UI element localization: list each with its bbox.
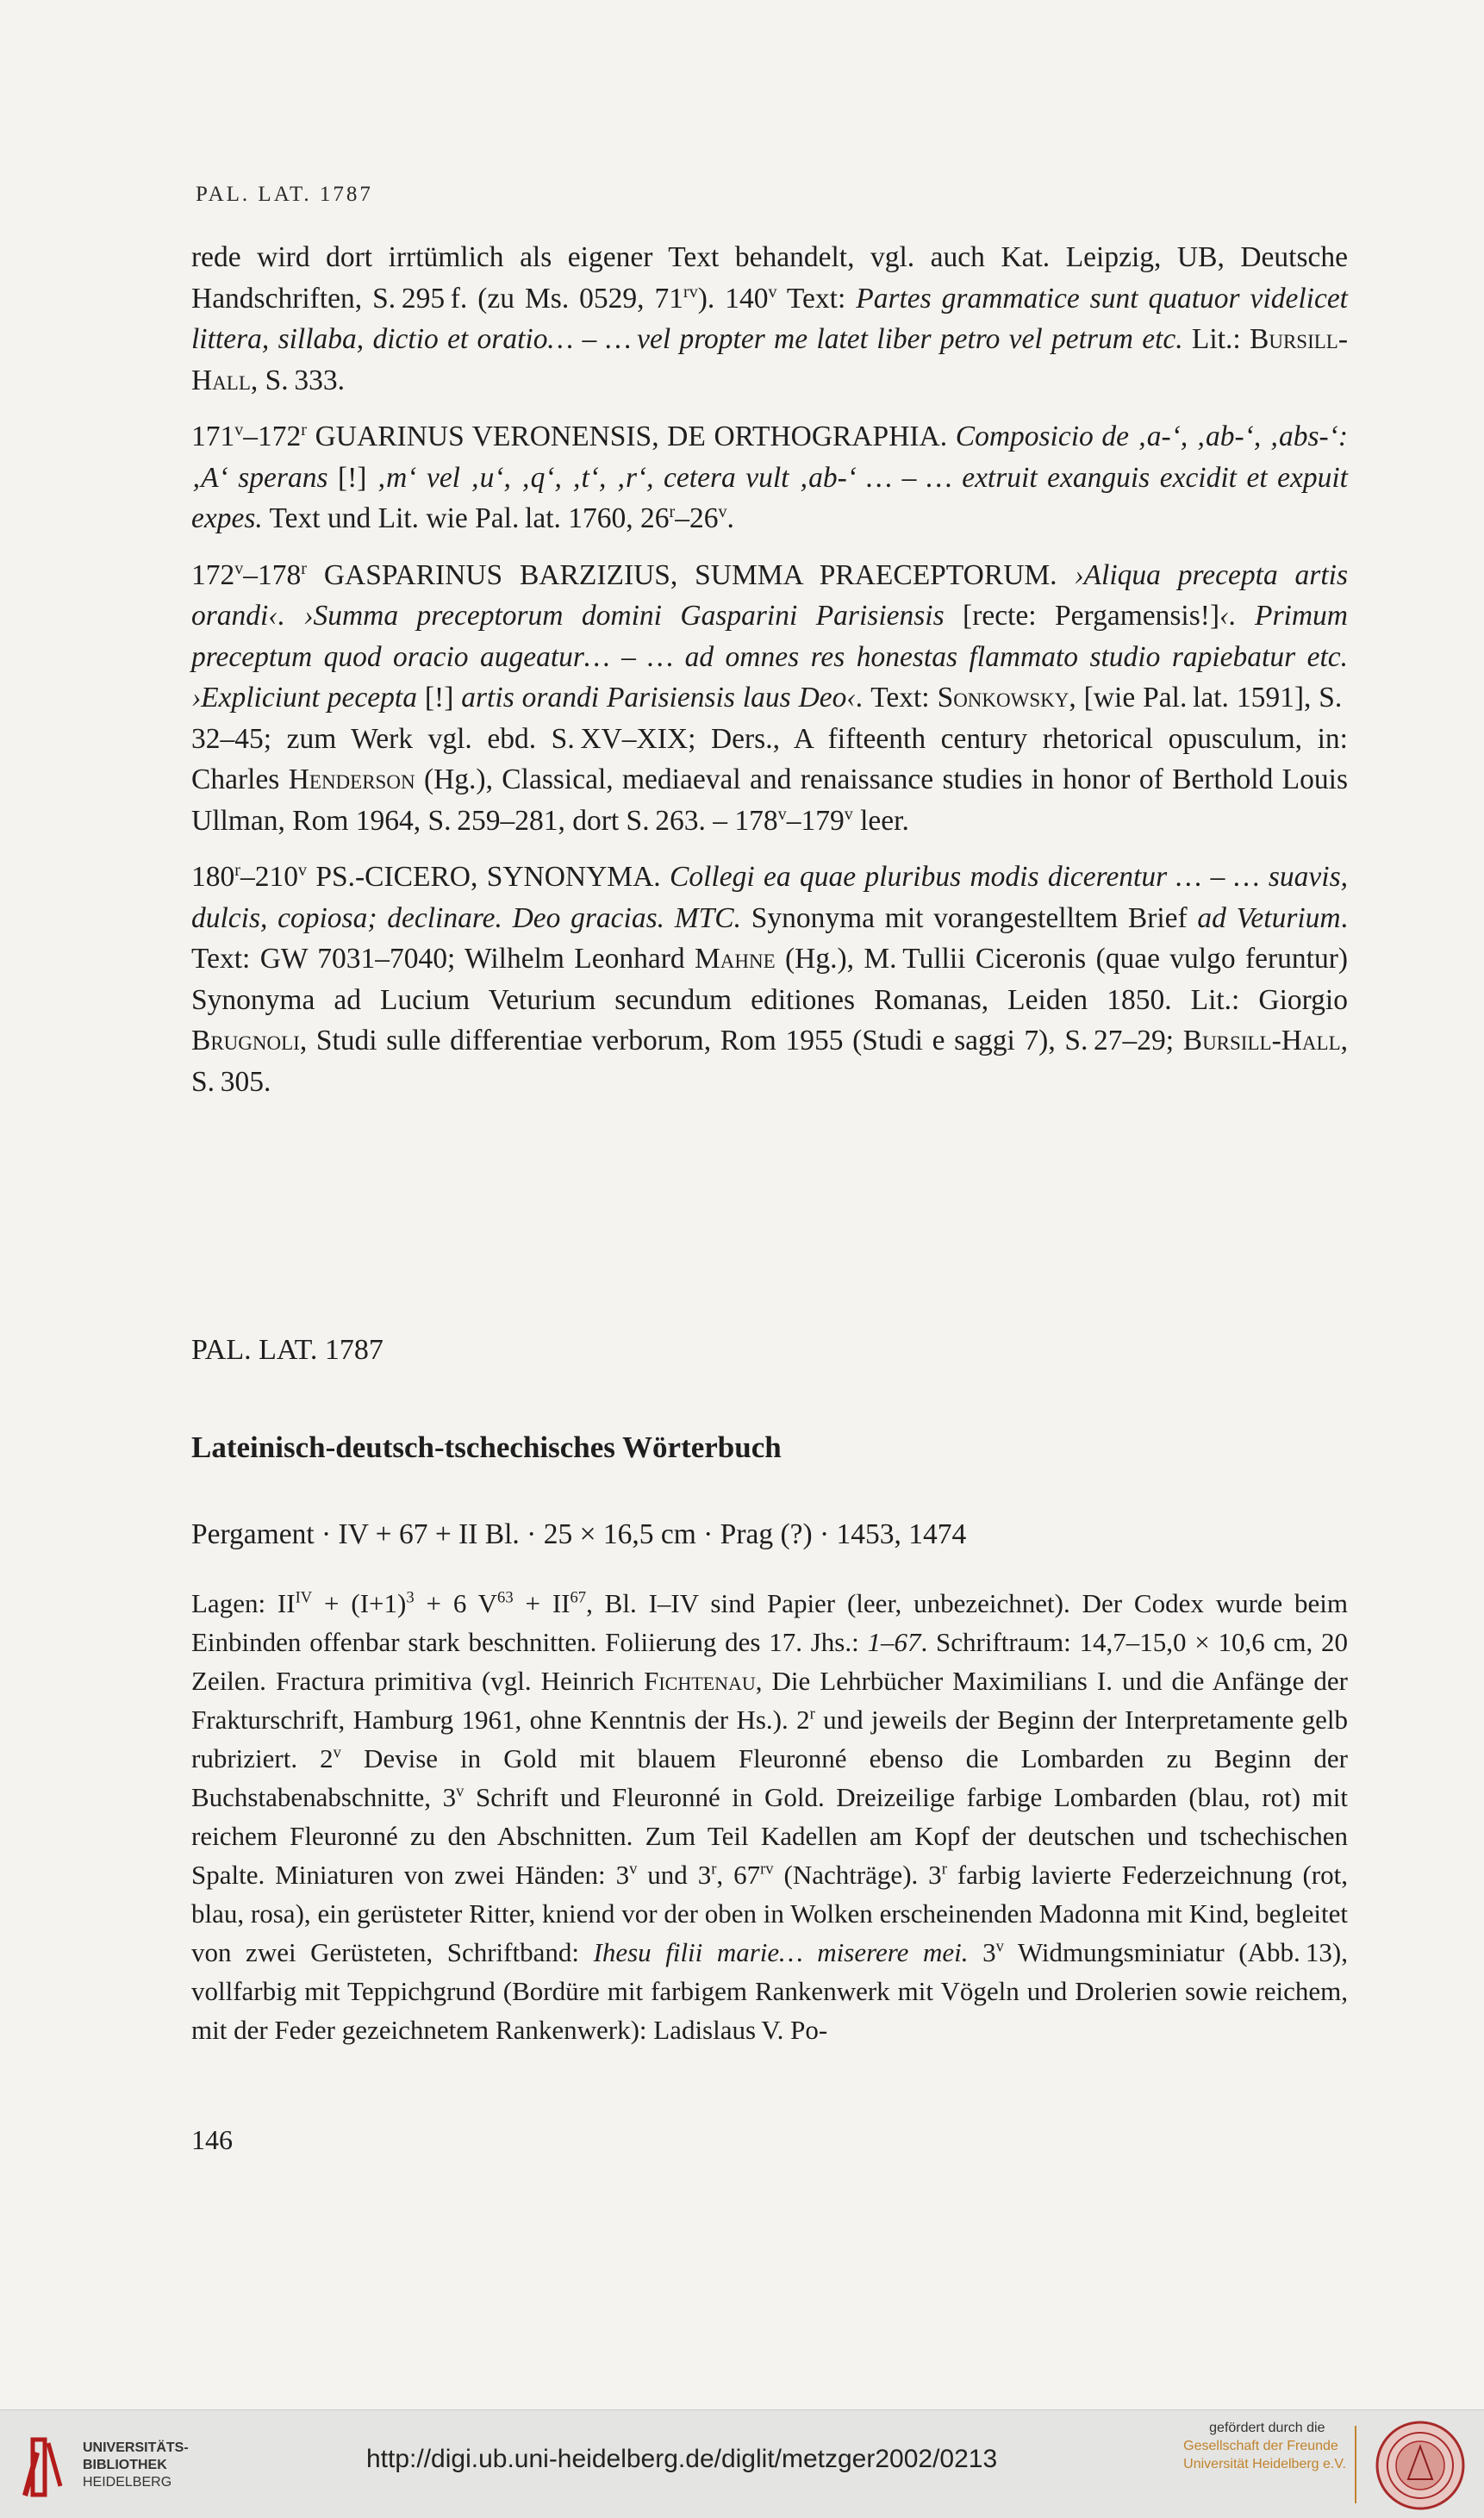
- library-logo-icon: [16, 2434, 71, 2500]
- university-seal-icon: [1374, 2419, 1467, 2512]
- page-number: 146: [191, 2124, 233, 2155]
- paragraph-guarinus: 171$^v$–172$^r$ GUARINUS VERONENSIS, DE ORTHOGRAPHIA. Composicio de ‚a-‘, ‚ab-‘, ‚abs-‘: ‚A‘ sperans [!] ‚m‘ vel ‚u‘, ‚q‘, ‚t‘, ‚r‘, cetera vult ‚ab-‘ … – … extruit exanguis excidit et expuit expes. Text und Lit. wie Pal. lat. 1760, 26$^r$–26$^v$.: [191, 420, 1348, 534]
- sponsor-divider: [1355, 2426, 1356, 2503]
- paragraph-continuation: rede wird dort irrtümlich als eigener Text behandelt, vgl. auch Kat. Leipzig, UB, Deutsche Handschriften, S. 295 f. (zu Ms. 0529, $71^{rv}$). 140$^v$ Text: Partes grammatice sunt quatuor videlicet littera, sillaba, dictio et oratio… – … vel propter me latet liber petro vel petrum etc. Lit.: Bursill-Hall, S. 333.: [191, 241, 1349, 396]
- paragraph-barzizius: 172$^v$–178$^r$ GASPARINUS BARZIZIUS, SUMMA PRAECEPTORUM. ›Aliqua precepta artis orandi‹. ›Summa preceptorum domini Gasparini Parisiensis [recte: Pergamensis!]‹. Primum preceptum quod oracio augeatur… – … ad omnes res honestas flammato studio rapiebatur etc. ›Expliciunt pecepta [!] artis orandi Parisiensis laus Deo‹. Text: Sonkowsky, [wie Pal. lat. 1591], S. 32–45; zum Werk vgl. ebd. S. XV–XIX; Ders., A fifteenth century rhetorical opusculum, in: Charles Henderson (Hg.), Classical, mediaeval and renaissance studies in honor of Berthold Louis Ullman, Rom 1964, S. 259–281, dort S. 263. – 178$^v$–179$^v$ leer.: [191, 558, 1348, 837]
- codicological-description: Lagen: $II^{IV} + (I+1)^3 + 6$ $V^{63} + II^{67}$, Bl. I–IV sind Papier (leer, unbezeichnet). Der Codex wurde beim Einbinden offenbar stark beschnitten. Foliierung des 17. Jhs.: 1–67. Schriftraum: 14,7–15,0 × 10,6 cm, 20 Zeilen. Fractura primitiva (vgl. Heinrich Fichtenau, Die Lehrbücher Maximilians I. und die Anfänge der Frakturschrift, Hamburg 1961, ohne Kenntnis der Hs.). 2$^r$ und jeweils der Beginn der Interpretamente gelb rubriziert. 2$^v$ Devise in Gold mit blauem Fleuronné ebenso die Lombarden zu Beginn der Buchstabenabschnitte, 3$^v$ Schrift und Fleuronné in Gold. Dreizeilige farbige Lombarden (blau, rot) mit reichem Fleuronné zu den Abschnitten. Zum Teil Kadellen am Kopf der deutschen und tschechischen Spalte. Miniaturen von zwei Händen: 3$^v$ und 3$^r$, $67^{rv}$ (Nachträge). 3$^r$ farbig lavierte Federzeichnung (rot, blau, rosa), ein gerüsteter Ritter, kniend vor der oben in Wolken erscheinenden Madonna mit Kind, begleitet von zwei Gerüsteten, Schriftband: Ihesu filii marie… miserere mei. 3$^v$ Widmungsminiatur (Abb. 13), vollfarbig mit Teppichgrund (Bordüre mit farbigem Rankenwerk mit Vögeln und Drolerien sowie reichem, mit der Feder gezeichnetem Rankenwerk): Ladislaus V. Po-: [191, 1588, 1349, 2045]
- manuscript-metadata-line: Pergament · IV + 67 + II Bl. · 25 × 16,5 cm · Prag (?) · 1453, 1474: [191, 1518, 967, 1550]
- paragraph-ps-cicero: 180$^r$–210$^v$ PS.-CICERO, SYNONYMA. Collegi ea quae pluribus modis dicerentur … – … suavis, dulcis, copiosa; declinare. Deo gracias. MTC. Synonyma mit vorangestelltem Brief ad Veturium. Text: GW 7031–7040; Wilhelm Leonhard Mahne (Hg.), M. Tullii Ciceronis (quae vulgo feruntur) Synonyma ad Lucium Veturium secundum editiones Romanas, Leiden 1850. Lit.: Giorgio Brugnoli, Studi sulle differentiae verborum, Rom 1955 (Studi e saggi 7), S. 27–29; Bursill-Hall, S. 305.: [191, 860, 1349, 1098]
- manuscript-title: Lateinisch-deutsch-tschechisches Wörterbuch: [191, 1430, 782, 1464]
- library-name: UNIVERSITÄTS- BIBLIOTHEK HEIDELBERG: [83, 2440, 189, 2490]
- permalink-url[interactable]: http://digi.ub.uni-heidelberg.de/diglit/metzger2002/0213: [366, 2445, 998, 2473]
- manuscript-shelfmark-heading: PAL. LAT. 1787: [191, 1334, 383, 1366]
- entry-text-block: [191, 237, 1348, 1118]
- sponsor-credit: gefördert durch die Gesellschaft der Freunde Universität Heidelberg e.V.: [1183, 2421, 1346, 2471]
- running-head: PAL. LAT. 1787: [196, 183, 373, 206]
- digitization-footer: [0, 2409, 1484, 2518]
